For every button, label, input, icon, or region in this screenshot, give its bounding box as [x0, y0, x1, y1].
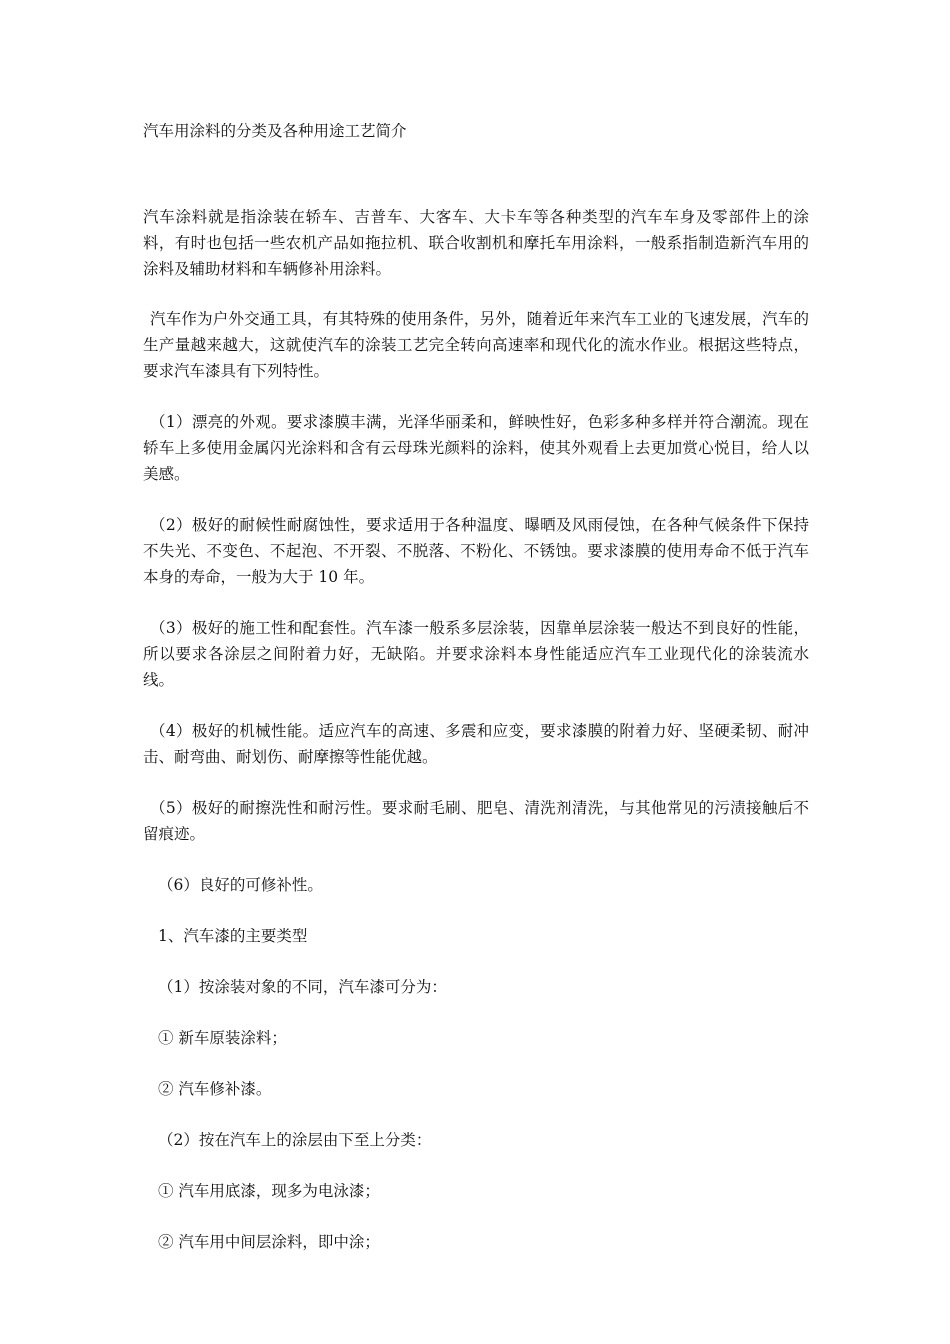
paragraph-feature-1: （1）漂亮的外观。要求漆膜丰满，光泽华丽柔和，鲜映性好，色彩多种多样并符合潮流。现在轿车上多使用金属闪光涂料和含有云母珠光颜料的涂料，使其外观看上去更加赏心悦目，给人以美感。 [143, 413, 809, 483]
document-body [143, 118, 809, 1280]
paragraph-intro: 汽车涂料就是指涂装在轿车、吉普车、大客车、大卡车等各种类型的汽车车身及零部件上的涂料，有时也包括一些农机产品如拖拉机、联合收割机和摩托车用涂料，一般系指制造新汽车用的涂料及辅助材料和车辆修补用涂料。 [143, 208, 809, 278]
section-heading-main-types: 1、汽车漆的主要类型 [158, 927, 308, 945]
paragraph-feature-6: （6）良好的可修补性。 [158, 876, 323, 894]
list-item-repair-paint: ② 汽车修补漆。 [158, 1080, 272, 1098]
paragraph-classification-object: （1）按涂装对象的不同，汽车漆可分为： [158, 978, 447, 996]
paragraph-feature-2: （2）极好的耐候性耐腐蚀性，要求适用于各种温度、曝晒及风雨侵蚀，在各种气候条件下保持不失光、不变色、不起泡、不开裂、不脱落、不粉化、不锈蚀。要求漆膜的使用寿命不低于汽车本身的寿命，一般为大于 10 年。 [143, 516, 809, 586]
paragraph-feature-3: （3）极好的施工性和配套性。汽车漆一般系多层涂装，因靠单层涂装一般达不到良好的性能，所以要求各涂层之间附着力好，无缺陷。并要求涂料本身性能适应汽车工业现代化的涂装流水线。 [143, 619, 809, 689]
paragraph-classification-layer: （2）按在汽车上的涂层由下至上分类： [158, 1131, 432, 1149]
paragraph-feature-5: （5）极好的耐擦洗性和耐污性。要求耐毛刷、肥皂、清洗剂清洗，与其他常见的污渍接触后不留痕迹。 [143, 799, 809, 843]
list-item-new-car-coating: ① 新车原装涂料； [158, 1029, 287, 1047]
paragraph-feature-4: （4）极好的机械性能。适应汽车的高速、多震和应变，要求漆膜的附着力好、坚硬柔韧、耐冲击、耐弯曲、耐划伤、耐摩擦等性能优越。 [143, 722, 809, 766]
document-title: 汽车用涂料的分类及各种用途工艺简介 [143, 122, 407, 140]
list-item-intermediate-coating: ② 汽车用中间层涂料，即中涂； [158, 1233, 380, 1251]
paragraph-characteristics-intro: 汽车作为户外交通工具，有其特殊的使用条件，另外，随着近年来汽车工业的飞速发展，汽车的生产量越来越大，这就使汽车的涂装工艺完全转向高速率和现代化的流水作业。根据这些特点，要求汽车漆具有下列特性。 [143, 310, 809, 380]
list-item-primer: ① 汽车用底漆，现多为电泳漆； [158, 1182, 380, 1200]
